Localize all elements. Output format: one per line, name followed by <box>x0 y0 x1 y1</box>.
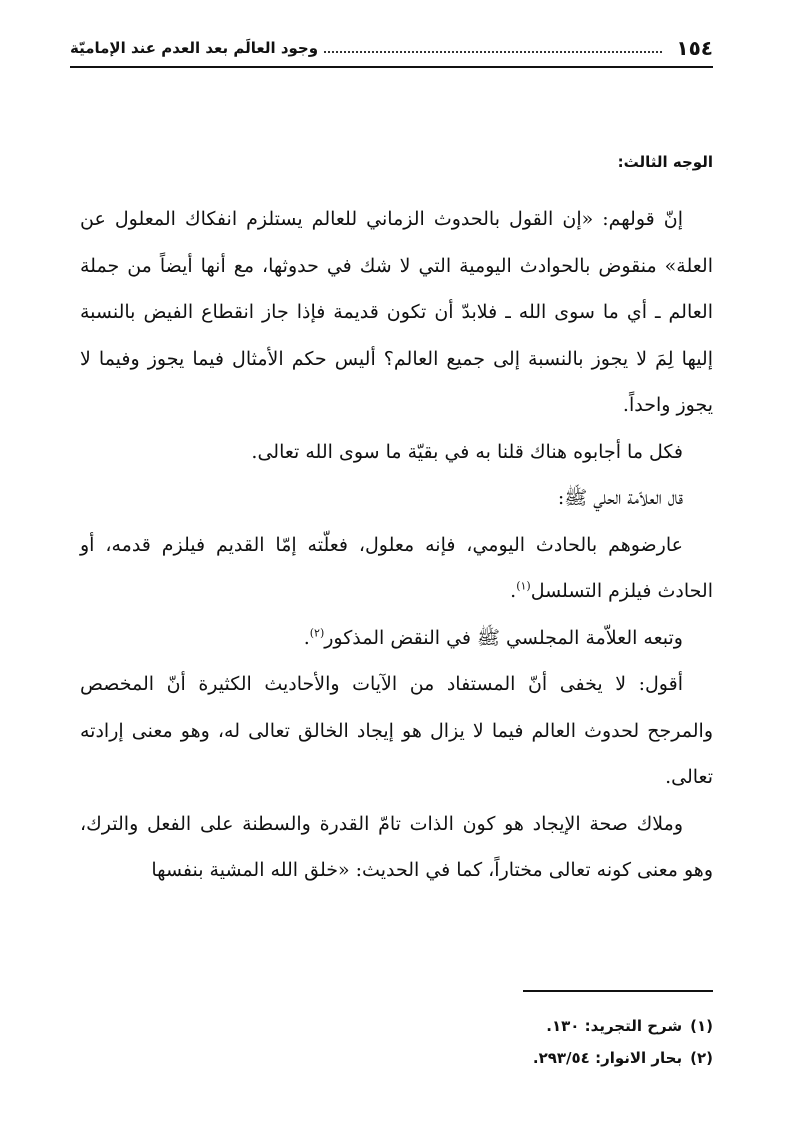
paragraph-text: فكل ما أجابوه هناك قلنا به في بقيّة ما سوى الله تعالى. <box>251 440 683 463</box>
footnote-number: (١) <box>690 1017 713 1035</box>
footnote-separator <box>523 990 713 992</box>
paragraph-1 <box>80 196 713 429</box>
footnote-1 <box>80 1010 713 1042</box>
running-title: وجود العالَم بعد العدم عند الإماميّة <box>70 39 319 57</box>
footnote-ref-1[interactable]: (١) <box>516 579 531 593</box>
paragraph-text: قال العلاّمة الحلي ﷺ: <box>557 487 683 509</box>
paragraph-text: أقول: لا يخفى أنّ المستفاد من الآيات والأحاديث الكثيرة أنّ المخصص والمرجح لحدوث العالم فيما لا يزال هو إيجاد الخالق تعالى له، وهو معنى إرادته تعالى. <box>80 673 713 788</box>
footnote-text: شرح التجريد: ١٣٠. <box>546 1017 683 1035</box>
footnote-text: بحار الانوار: ٢٩٣/٥٤. <box>532 1049 683 1067</box>
paragraph-text: عارضوهم بالحادث اليومي، فإنه معلول، فعلّته إمّا القديم فيلزم قدمه، أو الحادث فيلزم التسلسل <box>80 533 713 602</box>
footnote-number: (٢) <box>690 1049 713 1067</box>
paragraph-end: . <box>303 626 310 649</box>
paragraph-text: إنّ قولهم: «إن القول بالحدوث الزماني للعالم يستلزم انفكاك المعلول عن العلة» منقوض بالحوادث اليومية التي لا شك في حدوثها، مع أنها أيضاً من جملة العالم ـ أي ما سوى الله ـ فلابدّ أن تكون قديمة فإذا جاز انقطاع الفيض بالنسبة إليها لِمَ لا يجوز بالنسبة إلى جميع العالم؟ أليس حكم الأمثال فيما يجوز وفيما لا يجوز واحداً. <box>80 208 713 416</box>
footnote-2 <box>80 1042 713 1074</box>
footnote-ref-2[interactable]: (٢) <box>309 626 325 640</box>
page-header <box>70 30 713 68</box>
paragraph-5 <box>80 615 713 662</box>
main-text <box>80 150 713 894</box>
paragraph-text: وملاك صحة الإيجاد هو كون الذات تامّ القدرة والسطنة على الفعل والترك، وهو معنى كونه تعالى مختاراً، كما في الحديث: «خلق الله المشية بنفسها <box>80 812 713 881</box>
paragraph-2 <box>80 429 713 476</box>
footnotes <box>80 1010 713 1074</box>
paragraph-3 <box>80 475 713 522</box>
section-heading: الوجه الثالث: <box>617 153 713 171</box>
paragraph-6 <box>80 661 713 801</box>
paragraph-7 <box>80 801 713 894</box>
page-number: ١٥٤ <box>676 36 713 60</box>
paragraph-4 <box>80 522 713 615</box>
paragraph-text: وتبعه العلاّمة المجلسي ﷺ في النقض المذكور <box>324 626 683 649</box>
paragraph-end: . <box>510 580 517 602</box>
header-dot-leader <box>324 43 662 53</box>
